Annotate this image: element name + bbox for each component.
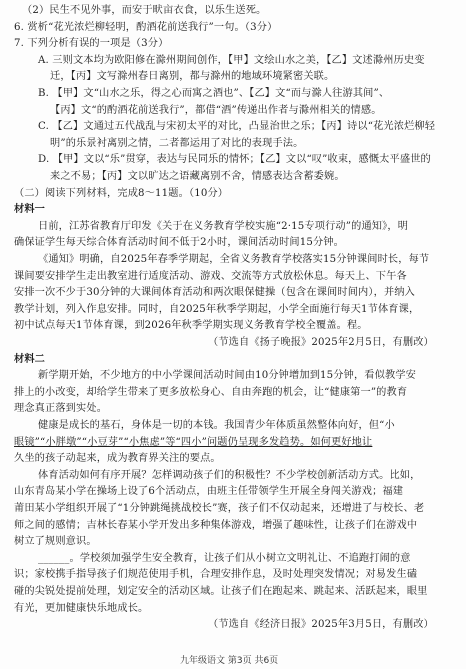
option-a: A. 三则文本均为欧阳修在滁州期间创作，【甲】文绘山水之美，【乙】文述滁州历史变 [38,54,425,66]
material-2-line: 碰的尖锐处提前处理，划定安全的活动区域。让孩子们在跑起来、跳起来、活跃起来，眼里 [14,586,428,597]
material-2-line: 树立了规则意识。 [14,536,97,548]
question-7: 7. 下列分析有误的一项是（3分） [14,38,169,50]
option-c: C. 【乙】文通过五代战乱与宋初太平的对比，凸显治世之乐；【丙】诗以“花光浓烂柳轻 [38,121,436,133]
material-2-line: 排上的小改变，却给学生带来了更多放松身心、自由奔跑的机会，让“健康第一”的教育 [14,386,408,398]
material-1-line: 教学计划，列入作息安排。同时，自2025年秋季学期起，小学全面施行每天1节体育课， [14,303,420,315]
material-2-blank-line: ______。学校须加强学生安全教育，让孩子们从小树立文明礼让、不追跑打闹的意 [38,552,411,564]
material-2-line: 识；家校携手指导孩子们规范使用手机，合理安排作息，及时处理突发情况；对易发生磕 [14,569,418,581]
material-1-line: 日前，江苏省教育厅印发《关于在义务教育学校实施“2·15专项行动”的通知》，明 [38,220,409,232]
material-2-line: 久坐的孩子动起来，成为教育界关注的要点。 [14,453,221,465]
option-b-cont: 【丙】文“的酌酒花前送我行”，都借“酒”传递出作者与滁州相关的情感。 [50,104,382,116]
material-1-line: 安排一次不少于30分钟的大课间体育活动和两次眼保健操（包含在课间时间内），并纳入 [14,287,415,299]
material-1-source: （节选自《扬子晚报》2025年2月5日，有删改） [208,337,434,348]
material-2-line: 理念真正落到实处。 [14,403,108,415]
material-2-underlined-line: 眼镜”“小胖墩”“小豆芽”“小焦虑”等“四小”问题仍呈现多发趋势。如何更好地让 [14,436,373,448]
text-line: （2）民生不见外事，而安于畎亩衣食，以乐生送死。 [22,5,267,16]
option-b: B. 【甲】文“山水之乐，得之心而寓之酒也”、【乙】文“而与滁人往游其间”、 [38,88,390,99]
material-1-line: 初中试点每天1节体育课，到2026年秋季学期实现义务教育学校全覆盖。程。 [14,320,368,332]
material-2-heading: 材料二 [14,353,46,365]
section-heading: （二）阅读下列材料，完成8～11题。（10分） [14,187,229,199]
option-d: D. 【甲】文以“乐”贯穿，表达与民同乐的情怀；【乙】文以“叹”收束，感慨太平盛世的 [38,154,431,166]
material-1-line: 《通知》明确，自2025年春季学期起，全省义务教育学校落实15分钟课间时长，每节 [38,254,430,265]
material-2-line: 山东青岛某小学在操场上设了6个活动点，由班主任带领学生开展全身闯关游戏；福建 [14,486,404,498]
option-d-cont: 来之不易；【丙】文以旷达之语藏离别不舍，情感表达含蓄委婉。 [50,171,345,182]
option-c-cont: 明”的乐景衬离别之情，二者都运用了对比的表现手法。 [50,137,304,149]
question-6: 6. 赏析“花光浓烂柳轻明，酌酒花前送我行”一句。（3分） [14,21,278,33]
material-2-line: 健康是成长的基石，身体是一切的本钱。我国青少年体质虽然整体向好，但“小 [38,420,395,431]
material-2-line: 师之间的感情；吉林长春某小学开发出多种集体游戏，增强了趣味性，让孩子们在游戏中 [14,519,418,531]
material-1-heading: 材料一 [14,204,46,216]
material-1-line: 课间要安排学生走出教室进行适度活动、游戏、交流等方式放松休息。每天上、下午各 [14,270,407,282]
material-1-line: 确保证学生每天综合体育活动时间不低于2小时，课间活动时间15分钟。 [14,237,345,249]
material-2-line: 体育活动如何有序开展？怎样调动孩子们的积极性？不少学校创新活动方式。比如， [38,469,421,481]
material-2-line: 新学期开始，不少地方的中小学课间活动时间由10分钟增加到15分钟，看似教学安 [38,370,416,382]
option-a-cont: 迁，【丙】文写滁州春日离别，都与滁州的地域环境紧密关联。 [50,71,335,83]
material-2-source: （节选自《经济日报》2025年3月5日，有删改） [208,619,434,631]
material-2-line: 有光，更加健康快乐地成长。 [14,602,149,614]
material-2-line: 莆田某小学组织开展了“1分钟跳绳挑战校长”赛，孩子们不仅动起来，还增进了与校长、老 [14,503,425,514]
page-footer: 九年级语文 第3页 共6页 [180,656,279,666]
